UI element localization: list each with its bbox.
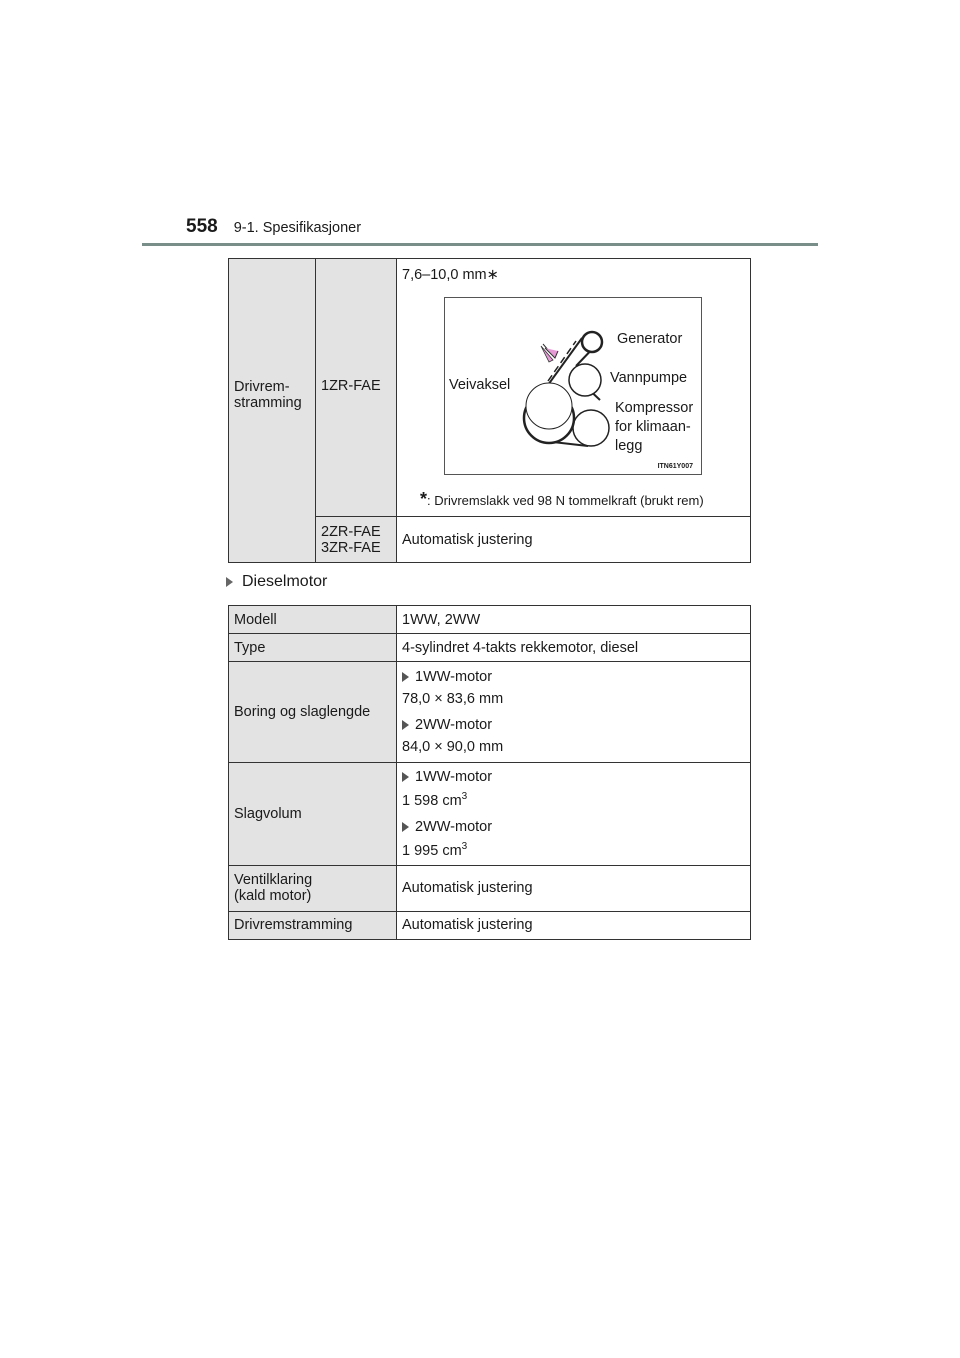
belt-diagram <box>444 297 702 475</box>
triangle-bullet-icon <box>402 822 409 832</box>
valve-clearance-label: Ventilklaring (kald motor) <box>229 865 397 911</box>
triangle-bullet-icon <box>226 577 233 587</box>
belt-tension-label: Drivrem- stramming <box>229 259 316 563</box>
bore-2ww-value: 84,0 × 90,0 mm <box>402 739 504 755</box>
bore-1ww-value: 78,0 × 83,6 mm <box>402 691 504 707</box>
unit-superscript: 3 <box>461 791 468 802</box>
page-number: 558 <box>186 216 218 237</box>
triangle-bullet-icon <box>402 672 409 682</box>
disp-2ww-value <box>402 841 745 859</box>
bore-stroke-label: Boring og slaglengde <box>229 662 397 763</box>
model-label: Modell <box>229 606 397 634</box>
engine-name: 1WW-motor <box>415 669 493 685</box>
belt-slack-value: 7,6–10,0 mm∗ <box>402 267 499 283</box>
belt-tension-value-diesel: Automatisk justering <box>397 911 751 939</box>
label-crankshaft: Veivaksel <box>449 377 511 393</box>
displacement-number: 1 598 cm <box>402 792 462 809</box>
table-row <box>229 259 751 517</box>
section-title: 9-1. Spesifikasjoner <box>233 220 362 236</box>
figure-code: ITN61Y007 <box>657 463 693 470</box>
displacement-label: Slagvolum <box>229 763 397 866</box>
header-rule <box>142 243 818 246</box>
diesel-spec-table <box>228 605 751 940</box>
table-row <box>229 662 751 763</box>
diesel-heading <box>226 573 327 591</box>
bore-2ww-heading <box>402 717 745 733</box>
label-generator: Generator <box>617 331 683 347</box>
type-value: 4-sylindret 4-takts rekkemotor, diesel <box>397 634 751 662</box>
belt-footnote <box>420 489 745 510</box>
disp-1ww-heading <box>402 769 745 785</box>
disp-2ww-heading <box>402 819 745 835</box>
disp-1ww-value <box>402 791 745 809</box>
engine-2zr-3zr: 2ZR-FAE 3ZR-FAE <box>316 517 397 563</box>
diesel-heading-text: Dieselmotor <box>242 573 328 590</box>
model-value: 1WW, 2WW <box>397 606 751 634</box>
displacement-values <box>397 763 751 866</box>
belt-tension-label-diesel: Drivremstramming <box>229 911 397 939</box>
unit-superscript: 3 <box>461 840 468 852</box>
label-compressor: Kompressor for klimaan- legg <box>615 400 694 454</box>
table-row <box>229 606 751 634</box>
triangle-bullet-icon <box>402 772 409 782</box>
table-row <box>229 865 751 911</box>
table-row <box>229 763 751 866</box>
valve-clearance-value: Automatisk justering <box>397 865 751 911</box>
bore-stroke-values <box>397 662 751 763</box>
bore-1ww-heading <box>402 669 745 685</box>
table-row <box>229 911 751 939</box>
triangle-bullet-icon <box>402 720 409 730</box>
belt-tension-table <box>228 258 751 563</box>
footnote-star: * <box>420 489 428 509</box>
displacement-number: 1 995 cm <box>402 842 462 859</box>
belt-tension-value-cell <box>397 259 751 517</box>
engine-1zr-fae: 1ZR-FAE <box>316 259 397 517</box>
footnote-text: : Drivremslakk ved 98 N tommelkraft (brukt rem) <box>427 493 704 508</box>
label-water-pump: Vannpumpe <box>610 370 688 386</box>
engine-name: 2WW-motor <box>415 818 493 835</box>
engine-name: 2WW-motor <box>415 717 493 733</box>
auto-adjust-value: Automatisk justering <box>397 517 751 563</box>
engine-name: 1WW-motor <box>415 769 493 785</box>
page-header <box>186 216 361 238</box>
table-row <box>229 634 751 662</box>
type-label: Type <box>229 634 397 662</box>
